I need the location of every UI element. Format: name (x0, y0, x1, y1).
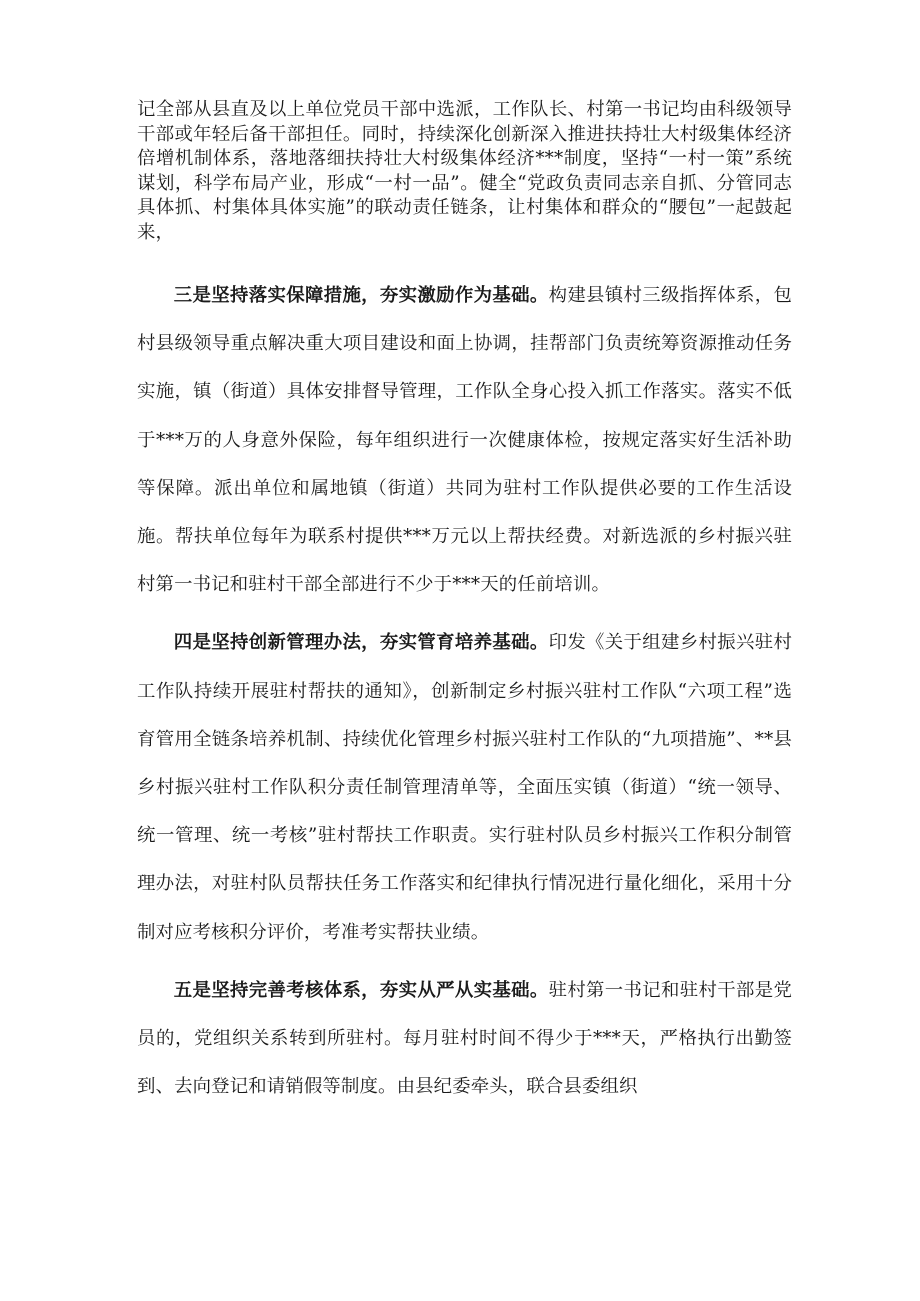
paragraph-management-methods (137, 619, 792, 956)
paragraph-continuation: 记全部从县直及以上单位党员干部中选派，工作队长、村第一书记均由科级领导干部或年轻后备干部担任。同时，持续深化创新深入推进扶持壮大村级集体经济倍增机制体系，落地落细扶持壮大村级集体经济***制度，坚持“一村一策”系统谋划，科学布局产业，形成“一村一品”。健全“党政负责同志亲自抓、分管同志具体抓、村集体具体实施”的联动责任链条，让村集体和群众的“腰包”一起鼓起来， (137, 99, 792, 243)
paragraph-heading: 三是坚持落实保障措施，夯实激励作为基础。 (173, 285, 549, 306)
paragraph-heading: 四是坚持创新管理办法，夯实管育培养基础。 (173, 632, 549, 654)
paragraph-body: 印发《关于组建乡村振兴驻村工作队持续开展驻村帮扶的通知》，创新制定乡村振兴驻村工作队“六项工程”选育管用全链条培养机制、持续优化管理乡村振兴驻村工作队的“九项措施”、**县乡村振兴驻村工作队积分责任制管理清单等，全面压实镇（街道）“统一领导、统一管理、统一考核”驻村帮扶工作职责。实行驻村队员乡村振兴工作积分制管理办法，对驻村队员帮扶任务工作落实和纪律执行情况进行量化细化，采用十分制对应考核积分评价，考准考实帮扶业绩。 (137, 632, 792, 943)
paragraph-body: 构建县镇村三级指挥体系，包村县级领导重点解决重大项目建设和面上协调，挂帮部门负责统筹资源推动任务实施，镇（街道）具体安排督导管理，工作队全身心投入抓工作落实。落实不低于***万的人身意外保险，每年组织进行一次健康体检，按规定落实好生活补助等保障。派出单位和属地镇（街道）共同为驻村工作队提供必要的工作生活设施。帮扶单位每年为联系村提供***万元以上帮扶经费。对新选派的乡村振兴驻村第一书记和驻村干部全部进行不少于***天的任前培训。 (137, 285, 792, 596)
paragraph-guarantee-measures (137, 272, 792, 609)
document-page (137, 98, 792, 1111)
paragraph-body: 驻村第一书记和驻村干部是党员的，党组织关系转到所驻村。每月驻村时间不得少于***天，严格执行出勤签到、去向登记和请销假等制度。由县纪委牵头，联合县委组织 (137, 979, 792, 1098)
paragraph-heading: 五是坚持完善考核体系，夯实从严从实基础。 (173, 979, 549, 1001)
paragraph-assessment-system (137, 967, 792, 1112)
